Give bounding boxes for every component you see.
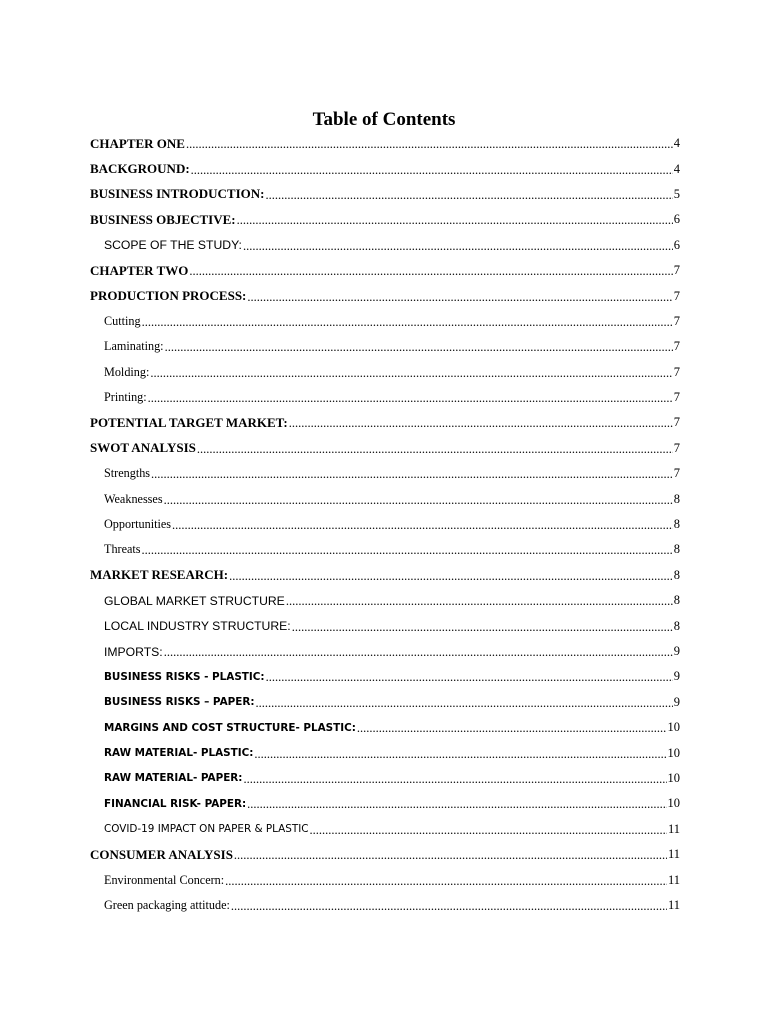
toc-entry-label: LOCAL INDUSTRY STRUCTURE: bbox=[104, 619, 291, 634]
toc-dot-leader bbox=[357, 721, 667, 736]
toc-entry-page-number: 8 bbox=[673, 593, 680, 608]
toc-dot-leader bbox=[231, 899, 667, 914]
toc-entry-page-number: 4 bbox=[673, 136, 680, 151]
toc-dot-leader bbox=[148, 391, 673, 406]
toc-dot-leader bbox=[191, 163, 673, 178]
toc-dot-leader bbox=[197, 442, 673, 457]
toc-entry[interactable] bbox=[90, 613, 680, 638]
toc-entry-page-number: 10 bbox=[667, 796, 680, 811]
toc-entry-page-number: 7 bbox=[673, 440, 680, 455]
toc-dot-leader bbox=[256, 696, 673, 711]
toc-entry-page-number: 7 bbox=[673, 364, 680, 379]
toc-entry[interactable] bbox=[90, 563, 680, 588]
toc-entry-page-number: 8 bbox=[673, 567, 680, 582]
toc-dot-leader bbox=[266, 670, 673, 685]
toc-entry[interactable] bbox=[90, 436, 680, 461]
toc-entry[interactable] bbox=[90, 283, 680, 308]
toc-entry[interactable] bbox=[90, 486, 680, 511]
toc-entry-label: Weaknesses bbox=[104, 491, 163, 506]
toc-entry[interactable] bbox=[90, 258, 680, 283]
toc-entry-page-number: 7 bbox=[673, 339, 680, 354]
toc-entry[interactable] bbox=[90, 588, 680, 613]
toc-entry[interactable] bbox=[90, 334, 680, 359]
toc-entry[interactable] bbox=[90, 156, 680, 181]
toc-entry-page-number: 8 bbox=[673, 618, 680, 633]
toc-dot-leader bbox=[165, 340, 673, 355]
toc-entry-label: RAW MATERIAL- PAPER: bbox=[104, 772, 243, 785]
toc-dot-leader bbox=[243, 239, 673, 254]
toc-entry-label: COVID-19 IMPACT ON PAPER & PLASTIC bbox=[104, 823, 309, 836]
toc-entry-page-number: 6 bbox=[673, 212, 680, 227]
toc-entry[interactable] bbox=[90, 664, 680, 689]
toc-dot-leader bbox=[150, 366, 672, 381]
toc-entry-label: CONSUMER ANALYSIS bbox=[90, 846, 233, 862]
toc-entry-page-number: 9 bbox=[673, 669, 680, 684]
toc-dot-leader bbox=[164, 493, 673, 508]
toc-entry-label: POTENTIAL TARGET MARKET: bbox=[90, 414, 288, 430]
toc-dot-leader bbox=[189, 264, 672, 279]
toc-entry-page-number: 8 bbox=[673, 491, 680, 506]
toc-entry-page-number: 10 bbox=[667, 720, 680, 735]
toc-dot-leader bbox=[247, 290, 672, 305]
toc-entry-page-number: 11 bbox=[667, 872, 680, 887]
toc-entry[interactable] bbox=[90, 791, 680, 816]
toc-entry-page-number: 9 bbox=[673, 644, 680, 658]
toc-entry[interactable] bbox=[90, 385, 680, 410]
toc-dot-leader bbox=[265, 188, 672, 203]
toc-entry-label: Molding: bbox=[104, 364, 150, 379]
toc-entry[interactable] bbox=[90, 410, 680, 435]
toc-dot-leader bbox=[164, 645, 673, 660]
toc-dot-leader bbox=[142, 543, 673, 558]
toc-entry-label: FINANCIAL RISK- PAPER: bbox=[104, 797, 247, 810]
toc-entry-page-number: 9 bbox=[673, 694, 680, 709]
toc-entry-page-number: 7 bbox=[673, 313, 680, 328]
toc-entry-page-number: 5 bbox=[673, 186, 680, 201]
toc-entry-label: Opportunities bbox=[104, 517, 172, 532]
toc-list bbox=[90, 131, 680, 918]
toc-entry[interactable] bbox=[90, 867, 680, 892]
toc-dot-leader bbox=[151, 467, 673, 482]
toc-entry-page-number: 7 bbox=[673, 288, 680, 303]
toc-entry-label: BUSINESS RISKS – PAPER: bbox=[104, 696, 255, 709]
toc-dot-leader bbox=[310, 823, 667, 838]
toc-dot-leader bbox=[142, 315, 673, 330]
toc-entry-page-number: 4 bbox=[673, 161, 680, 176]
toc-dot-leader bbox=[237, 213, 673, 228]
toc-entry-label: BACKGROUND: bbox=[90, 161, 190, 177]
toc-entry[interactable] bbox=[90, 817, 680, 842]
toc-entry-label: Environmental Concern: bbox=[104, 872, 225, 887]
toc-entry[interactable] bbox=[90, 537, 680, 562]
toc-entry-page-number: 11 bbox=[667, 847, 680, 862]
toc-entry-label: BUSINESS OBJECTIVE: bbox=[90, 211, 236, 227]
toc-entry[interactable] bbox=[90, 512, 680, 537]
toc-dot-leader bbox=[289, 416, 673, 431]
toc-entry[interactable] bbox=[90, 842, 680, 867]
toc-entry-label: BUSINESS INTRODUCTION: bbox=[90, 186, 265, 202]
toc-entry-page-number: 8 bbox=[673, 542, 680, 557]
toc-entry-label: Strengths bbox=[104, 466, 151, 481]
toc-entry-page-number: 10 bbox=[667, 745, 680, 760]
toc-entry-page-number: 7 bbox=[673, 466, 680, 481]
toc-entry-label: Cutting bbox=[104, 313, 141, 328]
toc-entry-page-number: 7 bbox=[673, 390, 680, 405]
toc-entry-label: BUSINESS RISKS - PLASTIC: bbox=[104, 670, 265, 683]
toc-dot-leader bbox=[292, 620, 673, 635]
toc-entry[interactable] bbox=[90, 766, 680, 791]
toc-entry-page-number: 11 bbox=[667, 897, 680, 912]
toc-entry[interactable] bbox=[90, 740, 680, 765]
toc-entry-label: CHAPTER TWO bbox=[90, 262, 189, 278]
toc-dot-leader bbox=[225, 874, 667, 889]
toc-dot-leader bbox=[247, 797, 666, 812]
toc-entry-page-number: 6 bbox=[673, 237, 680, 252]
toc-entry[interactable] bbox=[90, 461, 680, 486]
toc-entry[interactable] bbox=[90, 639, 680, 664]
toc-entry-label: GLOBAL MARKET STRUCTURE bbox=[104, 593, 285, 608]
toc-dot-leader bbox=[229, 569, 673, 584]
toc-entry-label: RAW MATERIAL- PLASTIC: bbox=[104, 747, 254, 760]
toc-entry-page-number: 7 bbox=[673, 263, 680, 278]
toc-entry-page-number: 10 bbox=[667, 770, 680, 785]
toc-entry-label: PRODUCTION PROCESS: bbox=[90, 288, 247, 304]
toc-entry-label: CHAPTER ONE bbox=[90, 135, 185, 151]
toc-dot-leader bbox=[172, 518, 673, 533]
toc-entry-label: SWOT ANALYSIS bbox=[90, 440, 196, 456]
toc-entry-label: IMPORTS: bbox=[104, 644, 163, 659]
toc-dot-leader bbox=[254, 747, 666, 762]
toc-entry[interactable] bbox=[90, 233, 680, 258]
toc-entry[interactable] bbox=[90, 182, 680, 207]
toc-title: Table of Contents bbox=[312, 109, 456, 130]
toc-entry[interactable] bbox=[90, 207, 680, 232]
toc-entry[interactable] bbox=[90, 360, 680, 385]
toc-entry[interactable] bbox=[90, 309, 680, 334]
toc-entry[interactable] bbox=[90, 690, 680, 715]
toc-entry-label: Laminating: bbox=[104, 339, 164, 354]
toc-entry-label: Printing: bbox=[104, 390, 147, 405]
toc-dot-leader bbox=[234, 848, 667, 863]
toc-entry[interactable] bbox=[90, 131, 680, 156]
toc-entry-label: MARKET RESEARCH: bbox=[90, 567, 229, 583]
toc-entry-label: SCOPE OF THE STUDY: bbox=[104, 238, 242, 253]
toc-dot-leader bbox=[243, 772, 666, 787]
toc-entry-label: Green packaging attitude: bbox=[104, 897, 230, 912]
toc-dot-leader bbox=[186, 137, 673, 152]
toc-entry-label: Threats bbox=[104, 542, 141, 557]
toc-dot-leader bbox=[286, 594, 673, 609]
toc-entry[interactable] bbox=[90, 893, 680, 918]
toc-entry-page-number: 11 bbox=[667, 821, 680, 836]
toc-entry[interactable] bbox=[90, 715, 680, 740]
toc-entry-label: MARGINS AND COST STRUCTURE- PLASTIC: bbox=[104, 721, 356, 734]
toc-entry-page-number: 8 bbox=[673, 517, 680, 532]
toc-entry-page-number: 7 bbox=[673, 415, 680, 430]
